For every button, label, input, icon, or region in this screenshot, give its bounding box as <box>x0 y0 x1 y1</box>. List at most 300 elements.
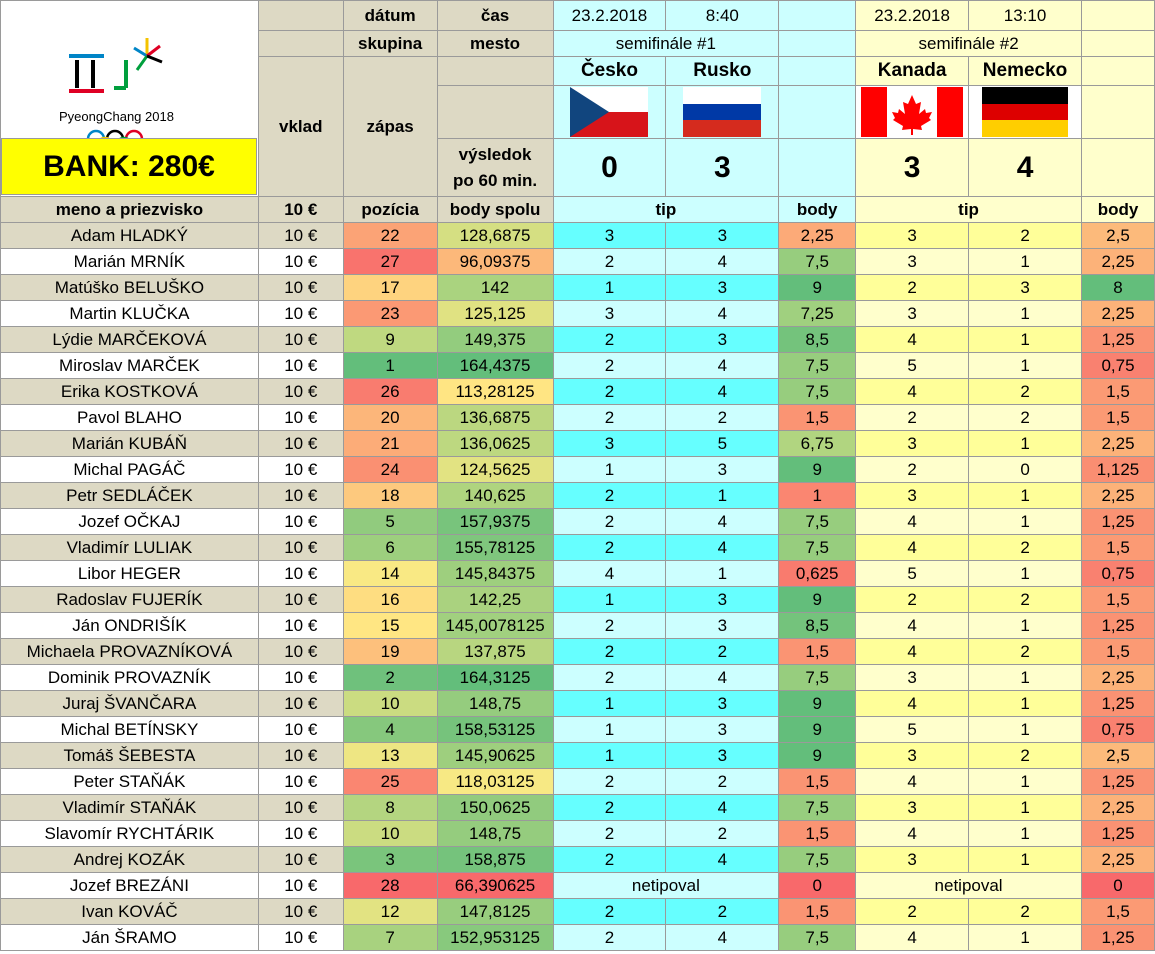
player-total: 158,53125 <box>437 717 553 743</box>
player-position: 8 <box>343 795 437 821</box>
city-label: mesto <box>437 31 553 57</box>
points1: 2,25 <box>779 223 856 249</box>
points1: 7,5 <box>779 379 856 405</box>
player-position: 12 <box>343 899 437 925</box>
canada-flag-icon <box>861 87 963 137</box>
tip2-away: 1 <box>969 665 1082 691</box>
tip1-home: 2 <box>553 847 666 873</box>
player-name: Michaela PROVAZNÍKOVÁ <box>1 639 259 665</box>
player-total: 142 <box>437 275 553 301</box>
col-stake-header: 10 € <box>258 197 343 223</box>
points2: 1,25 <box>1082 925 1155 951</box>
result-label: výsledok po 60 min. <box>437 139 553 197</box>
col-tip2-header: tip <box>856 197 1082 223</box>
table-row <box>1 379 1155 405</box>
points1: 9 <box>779 717 856 743</box>
player-position: 18 <box>343 483 437 509</box>
player-total: 145,90625 <box>437 743 553 769</box>
tip1-away: 4 <box>666 301 779 327</box>
player-position: 3 <box>343 847 437 873</box>
tip2-home: 4 <box>856 327 969 353</box>
points2: 1,5 <box>1082 379 1155 405</box>
player-position: 14 <box>343 561 437 587</box>
tip1-home: 1 <box>553 691 666 717</box>
player-name: Jozef BREZÁNI <box>1 873 259 899</box>
tip2-home: 4 <box>856 639 969 665</box>
player-stake: 10 € <box>258 821 343 847</box>
player-name: Andrej KOZÁK <box>1 847 259 873</box>
team-canada: Kanada <box>856 57 969 86</box>
col-position-header: pozícia <box>343 197 437 223</box>
table-row <box>1 353 1155 379</box>
points1: 1,5 <box>779 639 856 665</box>
tip2-home: 3 <box>856 795 969 821</box>
points1: 8,5 <box>779 613 856 639</box>
table-row <box>1 639 1155 665</box>
player-stake: 10 € <box>258 431 343 457</box>
table-row <box>1 899 1155 925</box>
tip2-away: 2 <box>969 223 1082 249</box>
points2: 2,25 <box>1082 847 1155 873</box>
player-name: Marián KUBÁŇ <box>1 431 259 457</box>
score-germany: 4 <box>969 139 1082 197</box>
germany-flag-icon <box>982 87 1068 137</box>
tip1-away: 2 <box>666 821 779 847</box>
tip1-home: 2 <box>553 639 666 665</box>
points1: 7,5 <box>779 665 856 691</box>
points2: 2,5 <box>1082 223 1155 249</box>
points2: 2,25 <box>1082 665 1155 691</box>
points2: 1,25 <box>1082 613 1155 639</box>
tip2-home: 4 <box>856 769 969 795</box>
tip1-home: 2 <box>553 899 666 925</box>
tip2-away: 1 <box>969 431 1082 457</box>
points2: 2,25 <box>1082 249 1155 275</box>
tip1-away: 4 <box>666 795 779 821</box>
player-position: 26 <box>343 379 437 405</box>
player-position: 24 <box>343 457 437 483</box>
player-total: 140,625 <box>437 483 553 509</box>
table-row <box>1 873 1155 899</box>
tip1-home: 2 <box>553 483 666 509</box>
tip2-away: 1 <box>969 821 1082 847</box>
tip1-none: netipoval <box>553 873 779 899</box>
player-total: 136,6875 <box>437 405 553 431</box>
player-stake: 10 € <box>258 223 343 249</box>
russia-flag-icon <box>683 87 761 137</box>
score-czech: 0 <box>553 139 666 197</box>
points2: 1,25 <box>1082 327 1155 353</box>
player-position: 6 <box>343 535 437 561</box>
tip1-home: 1 <box>553 587 666 613</box>
points2: 2,25 <box>1082 431 1155 457</box>
match2-time: 13:10 <box>969 1 1082 31</box>
player-stake: 10 € <box>258 795 343 821</box>
player-stake: 10 € <box>258 587 343 613</box>
player-name: Ján ONDRIŠÍK <box>1 613 259 639</box>
player-stake: 10 € <box>258 639 343 665</box>
player-position: 10 <box>343 691 437 717</box>
player-stake: 10 € <box>258 665 343 691</box>
points2: 2,25 <box>1082 483 1155 509</box>
tip1-home: 2 <box>553 535 666 561</box>
tip1-home: 2 <box>553 769 666 795</box>
tip1-home: 2 <box>553 925 666 951</box>
tip2-home: 4 <box>856 613 969 639</box>
tip1-away: 4 <box>666 535 779 561</box>
player-name: Vladimír STAŇÁK <box>1 795 259 821</box>
svg-text:PyeongChang 2018: PyeongChang 2018 <box>59 109 175 124</box>
tip1-home: 2 <box>553 613 666 639</box>
player-position: 21 <box>343 431 437 457</box>
player-stake: 10 € <box>258 535 343 561</box>
tip2-away: 1 <box>969 925 1082 951</box>
tip2-home: 4 <box>856 821 969 847</box>
table-row <box>1 327 1155 353</box>
player-name: Vladimír LULIAK <box>1 535 259 561</box>
player-total: 164,3125 <box>437 665 553 691</box>
player-stake: 10 € <box>258 509 343 535</box>
tip1-home: 3 <box>553 223 666 249</box>
player-stake: 10 € <box>258 327 343 353</box>
points1: 7,5 <box>779 353 856 379</box>
player-total: 128,6875 <box>437 223 553 249</box>
tip2-home: 2 <box>856 899 969 925</box>
tip2-home: 2 <box>856 275 969 301</box>
points2: 2,5 <box>1082 743 1155 769</box>
table-row <box>1 249 1155 275</box>
player-total: 149,375 <box>437 327 553 353</box>
player-position: 10 <box>343 821 437 847</box>
points2: 1,5 <box>1082 639 1155 665</box>
tip1-home: 3 <box>553 431 666 457</box>
tip1-home: 4 <box>553 561 666 587</box>
player-stake: 10 € <box>258 847 343 873</box>
tip2-away: 1 <box>969 327 1082 353</box>
tip2-home: 5 <box>856 561 969 587</box>
tip1-away: 5 <box>666 431 779 457</box>
tip1-away: 4 <box>666 379 779 405</box>
tip1-home: 1 <box>553 457 666 483</box>
points1: 7,5 <box>779 535 856 561</box>
player-position: 9 <box>343 327 437 353</box>
player-total: 157,9375 <box>437 509 553 535</box>
tip1-home: 2 <box>553 249 666 275</box>
table-row <box>1 561 1155 587</box>
player-stake: 10 € <box>258 353 343 379</box>
table-row <box>1 223 1155 249</box>
match1-time: 8:40 <box>666 1 779 31</box>
player-stake: 10 € <box>258 769 343 795</box>
tip2-away: 1 <box>969 717 1082 743</box>
col-tip1-header: tip <box>553 197 779 223</box>
tip1-home: 2 <box>553 379 666 405</box>
tip1-away: 2 <box>666 639 779 665</box>
tip2-home: 5 <box>856 353 969 379</box>
table-row <box>1 431 1155 457</box>
player-stake: 10 € <box>258 249 343 275</box>
player-stake: 10 € <box>258 457 343 483</box>
germany-flag-cell <box>969 86 1082 139</box>
player-name: Lýdie MARČEKOVÁ <box>1 327 259 353</box>
player-name: Pavol BLAHO <box>1 405 259 431</box>
player-position: 13 <box>343 743 437 769</box>
tip1-home: 2 <box>553 405 666 431</box>
player-stake: 10 € <box>258 613 343 639</box>
tip1-away: 3 <box>666 691 779 717</box>
player-position: 22 <box>343 223 437 249</box>
table-row <box>1 665 1155 691</box>
player-total: 155,78125 <box>437 535 553 561</box>
czech-flag-cell <box>553 86 666 139</box>
match1-date: 23.2.2018 <box>553 1 666 31</box>
match1-stage: semifinále #1 <box>553 31 779 57</box>
russia-flag-cell <box>666 86 779 139</box>
points1: 7,5 <box>779 509 856 535</box>
tip2-home: 4 <box>856 379 969 405</box>
tip1-home: 2 <box>553 509 666 535</box>
player-position: 23 <box>343 301 437 327</box>
tip1-home: 1 <box>553 275 666 301</box>
table-row <box>1 535 1155 561</box>
tip1-home: 2 <box>553 353 666 379</box>
tip2-away: 2 <box>969 379 1082 405</box>
player-name: Petr SEDLÁČEK <box>1 483 259 509</box>
tip2-away: 1 <box>969 249 1082 275</box>
table-row <box>1 717 1155 743</box>
points2: 1,5 <box>1082 535 1155 561</box>
points2: 1,5 <box>1082 405 1155 431</box>
table-row <box>1 821 1155 847</box>
tip1-away: 4 <box>666 353 779 379</box>
points2: 0,75 <box>1082 353 1155 379</box>
points2: 0 <box>1082 873 1155 899</box>
table-row <box>1 509 1155 535</box>
team-germany: Nemecko <box>969 57 1082 86</box>
tip2-away: 1 <box>969 509 1082 535</box>
player-total: 137,875 <box>437 639 553 665</box>
table-row <box>1 795 1155 821</box>
tip2-away: 2 <box>969 639 1082 665</box>
points1: 9 <box>779 587 856 613</box>
player-stake: 10 € <box>258 899 343 925</box>
points2: 0,75 <box>1082 717 1155 743</box>
tip1-away: 3 <box>666 275 779 301</box>
player-stake: 10 € <box>258 379 343 405</box>
player-position: 20 <box>343 405 437 431</box>
tip1-away: 4 <box>666 665 779 691</box>
tip2-away: 1 <box>969 691 1082 717</box>
points2: 1,5 <box>1082 899 1155 925</box>
tip2-away: 1 <box>969 613 1082 639</box>
tip1-away: 4 <box>666 847 779 873</box>
tip2-home: 3 <box>856 665 969 691</box>
col-total-header: body spolu <box>437 197 553 223</box>
team-russia: Rusko <box>666 57 779 86</box>
points1: 1,5 <box>779 821 856 847</box>
tip2-home: 3 <box>856 483 969 509</box>
table-row <box>1 483 1155 509</box>
player-name: Martin KLUČKA <box>1 301 259 327</box>
player-total: 125,125 <box>437 301 553 327</box>
player-name: Matúško BELUŠKO <box>1 275 259 301</box>
tip2-home: 2 <box>856 587 969 613</box>
points2: 1,25 <box>1082 821 1155 847</box>
tip1-away: 4 <box>666 249 779 275</box>
table-row <box>1 847 1155 873</box>
tip1-away: 3 <box>666 457 779 483</box>
date-label: dátum <box>343 1 437 31</box>
player-position: 5 <box>343 509 437 535</box>
player-position: 25 <box>343 769 437 795</box>
tip2-home: 5 <box>856 717 969 743</box>
player-name: Radoslav FUJERÍK <box>1 587 259 613</box>
player-name: Dominik PROVAZNÍK <box>1 665 259 691</box>
player-stake: 10 € <box>258 717 343 743</box>
player-stake: 10 € <box>258 691 343 717</box>
tip1-away: 4 <box>666 509 779 535</box>
player-name: Michal PAGÁČ <box>1 457 259 483</box>
player-total: 148,75 <box>437 691 553 717</box>
points2: 1,5 <box>1082 587 1155 613</box>
canada-flag-cell <box>856 86 969 139</box>
table-row <box>1 587 1155 613</box>
player-stake: 10 € <box>258 873 343 899</box>
player-stake: 10 € <box>258 925 343 951</box>
table-row <box>1 457 1155 483</box>
player-total: 158,875 <box>437 847 553 873</box>
player-name: Ivan KOVÁČ <box>1 899 259 925</box>
tip2-away: 3 <box>969 275 1082 301</box>
player-stake: 10 € <box>258 743 343 769</box>
player-total: 164,4375 <box>437 353 553 379</box>
tip2-away: 1 <box>969 353 1082 379</box>
player-name: Peter STAŇÁK <box>1 769 259 795</box>
player-position: 28 <box>343 873 437 899</box>
tip1-away: 2 <box>666 899 779 925</box>
tip1-away: 1 <box>666 483 779 509</box>
tip2-away: 2 <box>969 743 1082 769</box>
player-stake: 10 € <box>258 301 343 327</box>
points1: 7,5 <box>779 795 856 821</box>
tip2-home: 3 <box>856 301 969 327</box>
table-row <box>1 925 1155 951</box>
col-points2-header: body <box>1082 197 1155 223</box>
tip1-home: 2 <box>553 821 666 847</box>
player-total: 66,390625 <box>437 873 553 899</box>
tip2-home: 4 <box>856 509 969 535</box>
points2: 1,25 <box>1082 691 1155 717</box>
player-total: 96,09375 <box>437 249 553 275</box>
player-position: 19 <box>343 639 437 665</box>
player-position: 27 <box>343 249 437 275</box>
player-position: 7 <box>343 925 437 951</box>
team-czech: Česko <box>553 57 666 86</box>
tip2-home: 3 <box>856 249 969 275</box>
points1: 9 <box>779 743 856 769</box>
points1: 1 <box>779 483 856 509</box>
points1: 6,75 <box>779 431 856 457</box>
tip2-away: 0 <box>969 457 1082 483</box>
points1: 0,625 <box>779 561 856 587</box>
czech-flag-icon <box>570 87 648 137</box>
tip2-home: 2 <box>856 457 969 483</box>
table-row <box>1 743 1155 769</box>
tip1-away: 3 <box>666 717 779 743</box>
points1: 1,5 <box>779 769 856 795</box>
tip2-home: 3 <box>856 847 969 873</box>
tip2-away: 1 <box>969 769 1082 795</box>
col-points1-header: body <box>779 197 856 223</box>
match2-stage: semifinále #2 <box>856 31 1082 57</box>
player-stake: 10 € <box>258 561 343 587</box>
player-position: 17 <box>343 275 437 301</box>
points1: 7,5 <box>779 847 856 873</box>
player-name: Juraj ŠVANČARA <box>1 691 259 717</box>
points2: 0,75 <box>1082 561 1155 587</box>
tip2-away: 2 <box>969 899 1082 925</box>
table-row <box>1 691 1155 717</box>
tip1-away: 2 <box>666 769 779 795</box>
tip1-away: 3 <box>666 743 779 769</box>
player-name: Libor HEGER <box>1 561 259 587</box>
tip1-home: 2 <box>553 665 666 691</box>
tip1-home: 2 <box>553 327 666 353</box>
tip2-none: netipoval <box>856 873 1082 899</box>
player-total: 113,28125 <box>437 379 553 405</box>
tip2-home: 4 <box>856 535 969 561</box>
col-name-header: meno a priezvisko <box>1 197 259 223</box>
points2: 2,25 <box>1082 795 1155 821</box>
tip2-home: 3 <box>856 743 969 769</box>
player-name: Slavomír RYCHTÁRIK <box>1 821 259 847</box>
player-name: Miroslav MARČEK <box>1 353 259 379</box>
tip2-away: 1 <box>969 847 1082 873</box>
player-name: Marián MRNÍK <box>1 249 259 275</box>
points1: 1,5 <box>779 405 856 431</box>
points1: 7,5 <box>779 925 856 951</box>
tip1-home: 1 <box>553 717 666 743</box>
player-position: 4 <box>343 717 437 743</box>
tip1-away: 3 <box>666 587 779 613</box>
tip2-away: 2 <box>969 535 1082 561</box>
table-row <box>1 613 1155 639</box>
stake-header: vklad <box>258 57 343 197</box>
player-name: Jozef OČKAJ <box>1 509 259 535</box>
player-name: Tomáš ŠEBESTA <box>1 743 259 769</box>
player-name: Adam HLADKÝ <box>1 223 259 249</box>
tip2-home: 2 <box>856 405 969 431</box>
tip1-away: 3 <box>666 223 779 249</box>
time-label: čas <box>437 1 553 31</box>
player-total: 136,0625 <box>437 431 553 457</box>
player-stake: 10 € <box>258 275 343 301</box>
tip2-away: 1 <box>969 561 1082 587</box>
tip2-home: 3 <box>856 431 969 457</box>
tip1-home: 1 <box>553 743 666 769</box>
player-total: 118,03125 <box>437 769 553 795</box>
tip2-home: 4 <box>856 925 969 951</box>
points1: 7,5 <box>779 249 856 275</box>
tip2-away: 2 <box>969 587 1082 613</box>
tip1-away: 3 <box>666 327 779 353</box>
points2: 1,125 <box>1082 457 1155 483</box>
player-stake: 10 € <box>258 483 343 509</box>
points1: 0 <box>779 873 856 899</box>
score-russia: 3 <box>666 139 779 197</box>
player-total: 124,5625 <box>437 457 553 483</box>
points1: 8,5 <box>779 327 856 353</box>
